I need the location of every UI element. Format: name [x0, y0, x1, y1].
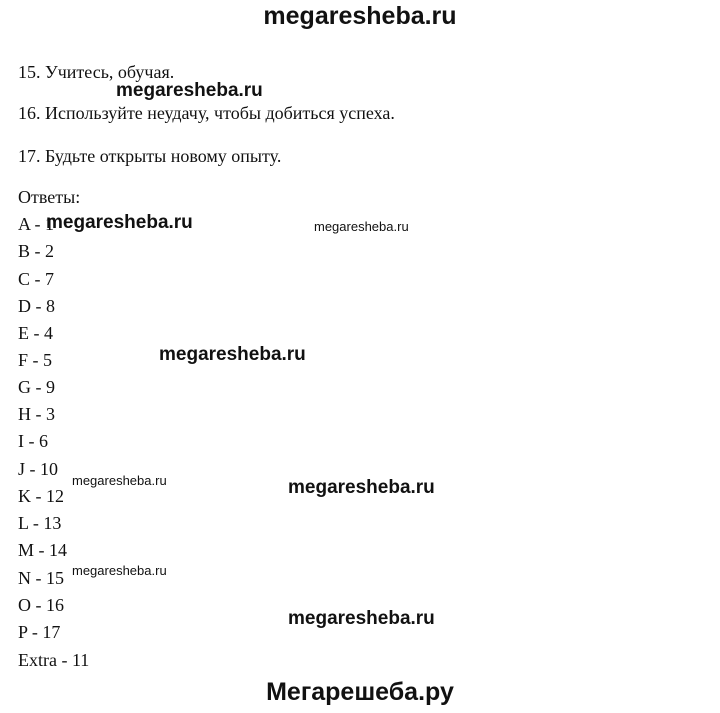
answer-item: O - 16: [18, 595, 64, 615]
answer-item: I - 6: [18, 431, 48, 451]
statement-17: 17. Будьте открыты новому опыту.: [18, 146, 282, 166]
watermark: megaresheba.ru: [46, 212, 193, 233]
watermark: megaresheba.ru: [116, 80, 263, 101]
answer-item: C - 7: [18, 269, 54, 289]
answer-item: L - 13: [18, 513, 62, 533]
answer-item: F - 5: [18, 350, 53, 370]
answer-item: K - 12: [18, 486, 64, 506]
answer-item: B - 2: [18, 241, 54, 261]
answer-item: J - 10: [18, 459, 58, 479]
site-footer: Мегарешеба.ру: [266, 678, 454, 706]
watermark: megaresheba.ru: [288, 608, 435, 629]
answers-title: Ответы:: [18, 187, 81, 207]
answer-item: N - 15: [18, 568, 64, 588]
site-header: megaresheba.ru: [263, 2, 457, 30]
answer-item: H - 3: [18, 404, 55, 424]
answer-item: P - 17: [18, 622, 61, 642]
watermark: megaresheba.ru: [72, 563, 167, 578]
watermark: megaresheba.ru: [288, 477, 435, 498]
answer-item: G - 9: [18, 377, 55, 397]
answer-item: D - 8: [18, 296, 55, 316]
answer-item: M - 14: [18, 540, 67, 560]
watermark: megaresheba.ru: [72, 473, 167, 488]
answer-item: Extra - 11: [18, 650, 90, 670]
answer-item: E - 4: [18, 323, 53, 343]
watermark: megaresheba.ru: [314, 219, 409, 234]
answer-item: A - 1: [18, 214, 54, 234]
statement-16: 16. Используйте неудачу, чтобы добиться успеха.: [18, 103, 395, 123]
watermark: megaresheba.ru: [159, 344, 306, 365]
statement-15: 15. Учитесь, обучая.: [18, 62, 175, 82]
